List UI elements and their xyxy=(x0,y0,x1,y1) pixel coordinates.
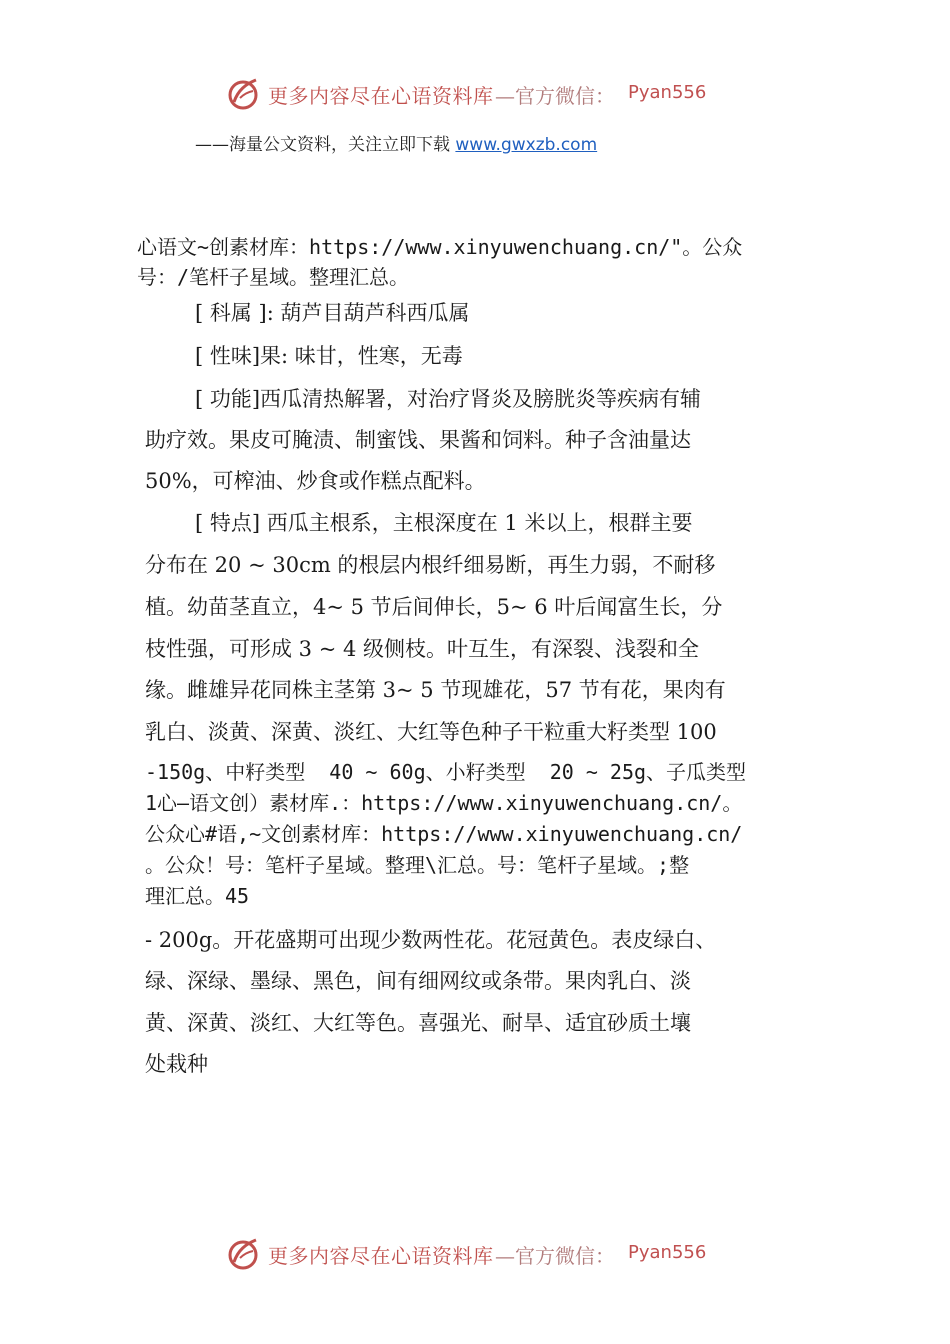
intro-line-1: 心语文~创素材库：https://www.xinyuwenchuang.cn/"。公众 xyxy=(137,235,743,259)
subline-link[interactable]: www.gwxzb.com xyxy=(455,135,598,155)
subline xyxy=(195,130,597,155)
banner-title: 更多内容尽在心语资料库 xyxy=(268,84,494,108)
intro-line-2: 号：/笔杆子星域。整理汇总。 xyxy=(137,265,410,289)
para-line: [ 性味]果: 味甘，性寒，无毒 xyxy=(195,344,463,368)
para-line: 乳白、淡黄、深黄、淡红、大红等色种子干粒重大籽类型 100 xyxy=(145,720,717,744)
footer-banner xyxy=(0,1234,950,1274)
para-line: [ 功能]西瓜清热解署，对治疗肾炎及膀胱炎等疾病有辅 xyxy=(195,387,702,411)
para-line: [ 特点] 西瓜主根系，主根深度在 1 米以上，根群主要 xyxy=(195,511,693,535)
para-line: 助疗效。果皮可腌渍、制蜜饯、果酱和饲料。种子含油量达 xyxy=(145,428,691,452)
tail-line: 黄、深黄、淡红、大红等色。喜强光、耐旱、适宜砂质土壤 xyxy=(145,1011,691,1035)
mono-line: 。公众！号：笔杆子星域。整理\汇总。号：笔杆子星域。;整 xyxy=(145,853,690,877)
brand-logo-icon xyxy=(226,1236,262,1272)
banner-wechat-id: Pyan556 xyxy=(628,1242,707,1263)
mono-line: 1心—语文创）素材库.：https://www.xinyuwenchuang.cn/。 xyxy=(145,791,743,815)
para-line: 分布在 20 ~ 30cm 的根层内根纤细易断，再生力弱，不耐移 xyxy=(145,553,716,577)
para-line: 缘。雌雄异花同株主茎第 3~ 5 节现雄花，57 节有花，果肉有 xyxy=(145,678,726,702)
mono-line: 理汇总。45 xyxy=(145,884,250,908)
brand-logo-icon xyxy=(226,76,262,112)
subline-text: ——海量公文资料，关注立即下载 xyxy=(195,135,456,155)
tail-line: 处栽种 xyxy=(145,1052,208,1076)
para-line: [ 科属 ]: 葫芦目葫芦科西瓜属 xyxy=(195,301,470,325)
para-line: 枝性强，可形成 3 ~ 4 级侧枝。叶互生，有深裂、浅裂和全 xyxy=(145,637,700,661)
banner-title: 更多内容尽在心语资料库 xyxy=(268,1244,494,1268)
banner-label: —官方微信： xyxy=(495,84,615,108)
banner-label: —官方微信： xyxy=(495,1244,615,1268)
para-line: 植。幼苗茎直立，4~ 5 节后间伸长，5~ 6 叶后闻富生长，分 xyxy=(145,595,723,619)
mono-line: 公众心#语,~文创素材库：https://www.xinyuwenchuang.cn/ xyxy=(145,822,743,846)
top-banner xyxy=(0,74,950,114)
tail-line: - 200g。开花盛期可出现少数两性花。花冠黄色。表皮绿白、 xyxy=(145,928,717,952)
mono-line: -150g、中籽类型 40 ~ 60g、小籽类型 20 ~ 25g、子瓜类型 xyxy=(145,760,747,784)
banner-wechat-id: Pyan556 xyxy=(628,82,707,103)
tail-line: 绿、深绿、墨绿、黑色，间有细网纹或条带。果肉乳白、淡 xyxy=(145,969,691,993)
para-line: 50%，可榨油、炒食或作糕点配料。 xyxy=(145,469,486,493)
